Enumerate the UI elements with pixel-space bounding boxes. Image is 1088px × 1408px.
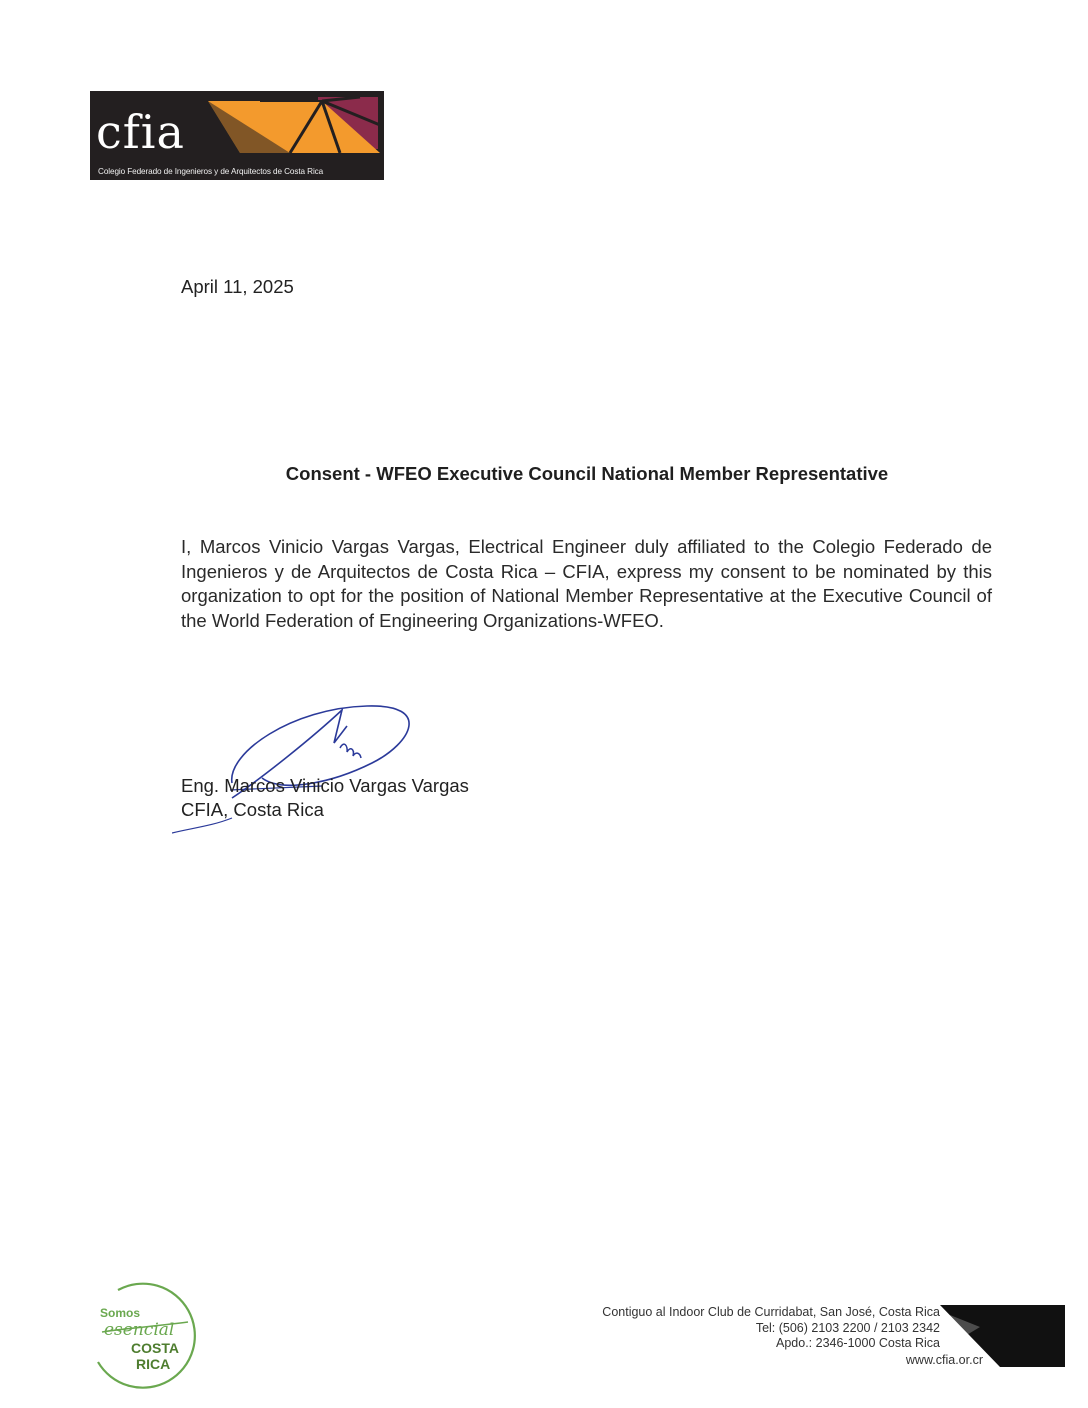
footer-address: Contiguo al Indoor Club de Curridabat, San José, Costa Rica — [602, 1305, 940, 1319]
footer-po-box: Apdo.: 2346-1000 Costa Rica — [776, 1336, 940, 1350]
logo-text: cfia — [96, 105, 185, 159]
seal-somos: Somos — [100, 1306, 141, 1320]
cfia-logo — [90, 91, 384, 180]
footer-phone: Tel: (506) 2103 2200 / 2103 2342 — [755, 1320, 940, 1335]
seal-esencial: esencial — [104, 1320, 175, 1340]
seal-rica: RICA — [136, 1356, 171, 1372]
footer-contact — [470, 1305, 940, 1352]
letter-body: I, Marcos Vinicio Vargas Vargas, Electrical Engineer duly affiliated to the Colegio Federado de Ingenieros y de Arquitectos de Costa Rica – CFIA, express my consent to be nominated by this organization to opt for the position of National Member Representative at the Executive Council of the World Federation of Engineering Organizations-WFEO. — [181, 536, 992, 631]
letter-subject: Consent - WFEO Executive Council National Member Representative — [285, 463, 889, 484]
signer-org: CFIA, Costa Rica — [181, 799, 324, 820]
signer-name: Eng. Marcos Vinicio Vargas Vargas — [181, 775, 469, 796]
seal-costa: COSTA — [131, 1340, 179, 1356]
logo-caption: Colegio Federado de Ingenieros y de Arquitectos de Costa Rica — [98, 167, 324, 176]
letter-date: April 11, 2025 — [181, 276, 294, 297]
footer-website: www.cfia.or.cr — [905, 1353, 983, 1367]
footer-wedge-graphic-icon — [940, 1305, 1065, 1367]
